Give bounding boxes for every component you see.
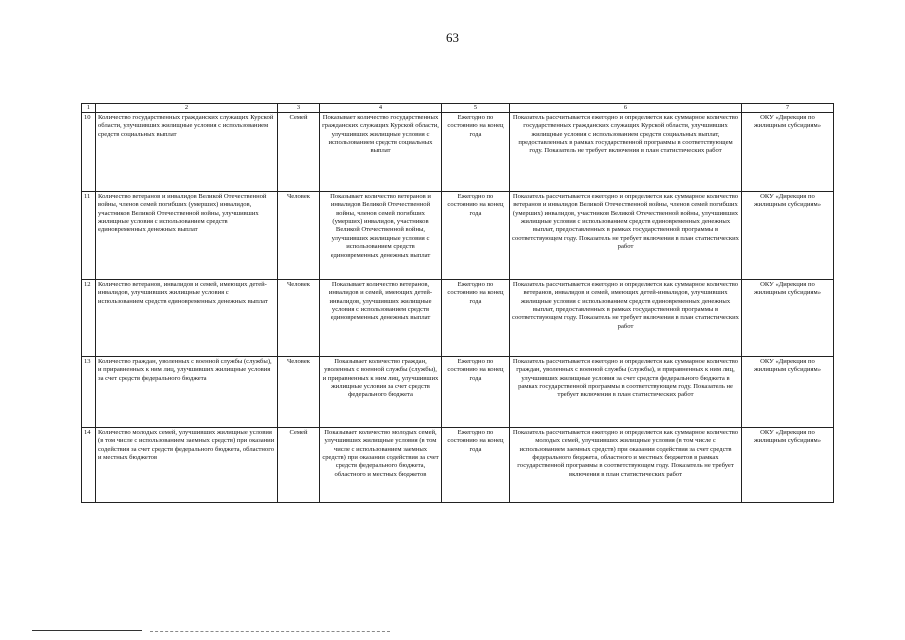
responsible: ОКУ «Дирекция по жилищным субсидиям» bbox=[742, 357, 834, 428]
indicator-name: Количество ветеранов, инвалидов и семей, имеющих детей-инвалидов, улучшивших жилищные условия с использованием средств единовременных денежных выплат bbox=[96, 280, 278, 357]
header-cell: 1 bbox=[82, 104, 96, 113]
table-row bbox=[82, 428, 834, 503]
unit: Человек bbox=[278, 192, 320, 280]
indicator-name: Количество ветеранов и инвалидов Великой Отечественной войны, членов семей погибших (умерших) инвалидов, участников Великой Отечественной войны, улучшивших жилищные условия с использованием средств единовременных денежных выплат bbox=[96, 192, 278, 280]
page-number: 63 bbox=[446, 30, 459, 45]
header-cell: 2 bbox=[96, 104, 278, 113]
calculation-method: Показатель рассчитывается ежегодно и определяется как суммарное количество ветеранов и инвалидов Великой Отечественной войны, членов семей погибших (умерших) инвалидов, участников Великой Отечественной войны, улучшивших жилищные условия с использованием средств единовременных денежных выплат, предоставленных в рамках государственной программы в соответствующем году. Показатель не требует включения в план статистических работ bbox=[510, 192, 742, 280]
calculation-method: Показатель рассчитывается ежегодно и определяется как суммарное количество молодых семей, улучшивших жилищные условия (в том числе с использованием заемных средств) при оказании содействия за счет средств федерального бюджета, областного и местных бюджетов в рамках государственной программы в соответствующем году. Показатель не требует включения в план статистических работ bbox=[510, 428, 742, 503]
calculation-method: Показатель рассчитывается ежегодно и определяется как суммарное количество государственных гражданских служащих Курской области, улучшивших жилищные условия с использованием средств социальных выплат, предоставленных в рамках государственной программы в соответствующем году. Показатель не требует включения в план статистических работ bbox=[510, 113, 742, 192]
table-row bbox=[82, 357, 834, 428]
header-cell: 3 bbox=[278, 104, 320, 113]
table-row bbox=[82, 192, 834, 280]
footer-divider bbox=[32, 630, 142, 631]
row-number: 14 bbox=[82, 428, 96, 503]
unit: Семей bbox=[278, 428, 320, 503]
header-cell: 7 bbox=[742, 104, 834, 113]
responsible: ОКУ «Дирекция по жилищным субсидиям» bbox=[742, 428, 834, 503]
calculation-method: Показатель рассчитывается ежегодно и определяется как суммарное количество граждан, уволенных с военной службы (службы), и приравненных к ним лиц, улучшивших жилищные условия за счет средств федерального бюджета в рамках государственной программы в соответствующем году. Показатель не требует включения в план статистических работ bbox=[510, 357, 742, 428]
row-number: 11 bbox=[82, 192, 96, 280]
indicator-description: Показывает количество граждан, уволенных с военной службы (службы), и приравненных к ним лиц, улучшивших жилищные условия за счет средств федерального бюджета bbox=[320, 357, 442, 428]
row-number: 13 bbox=[82, 357, 96, 428]
unit: Человек bbox=[278, 280, 320, 357]
periodicity: Ежегодно по состоянию на конец года bbox=[442, 428, 510, 503]
table-row bbox=[82, 280, 834, 357]
responsible: ОКУ «Дирекция по жилищным субсидиям» bbox=[742, 113, 834, 192]
calculation-method: Показатель рассчитывается ежегодно и определяется как суммарное количество ветеранов, инвалидов и семей, имеющих детей-инвалидов, улучшивших жилищные условия с использованием средств единовременных денежных выплат, предоставленных в рамках государственной программы в соответствующем году. Показатель не требует включения в план статистических работ bbox=[510, 280, 742, 357]
unit: Человек bbox=[278, 357, 320, 428]
header-cell: 4 bbox=[320, 104, 442, 113]
header-cell: 5 bbox=[442, 104, 510, 113]
table-row bbox=[82, 113, 834, 192]
indicator-description: Показывает количество ветеранов, инвалидов и семей, имеющих детей-инвалидов, улучшивших жилищные условия с использованием средств единовременных денежных выплат bbox=[320, 280, 442, 357]
header-row bbox=[82, 104, 834, 113]
indicator-description: Показывает количество ветеранов и инвалидов Великой Отечественной войны, членов семей погибших (умерших) инвалидов, участников Великой Отечественной войны, улучшивших жилищные условия с использованием средств единовременных денежных выплат bbox=[320, 192, 442, 280]
indicators-table bbox=[81, 103, 834, 503]
indicator-name: Количество государственных гражданских служащих Курской области, улучшивших жилищные условия с использованием средств социальных выплат bbox=[96, 113, 278, 192]
periodicity: Ежегодно по состоянию на конец года bbox=[442, 192, 510, 280]
responsible: ОКУ «Дирекция по жилищным субсидиям» bbox=[742, 192, 834, 280]
indicator-description: Показывает количество молодых семей, улучшивших жилищные условия (в том числе с использованием заемных средств) при оказании содействия за счет средств федерального бюджета, областного и местных бюджетов bbox=[320, 428, 442, 503]
periodicity: Ежегодно по состоянию на конец года bbox=[442, 357, 510, 428]
unit: Семей bbox=[278, 113, 320, 192]
indicator-description: Показывает количество государственных гражданских служащих Курской области, улучшивших жилищные условия с использованием средств социальных выплат bbox=[320, 113, 442, 192]
indicator-name: Количество молодых семей, улучшивших жилищные условия (в том числе с использованием заемных средств) при оказании содействия за счет средств федерального бюджета, областного и местных бюджетов bbox=[96, 428, 278, 503]
periodicity: Ежегодно по состоянию на конец года bbox=[442, 113, 510, 192]
footer-scan-mark bbox=[150, 631, 390, 632]
responsible: ОКУ «Дирекция по жилищным субсидиям» bbox=[742, 280, 834, 357]
row-number: 12 bbox=[82, 280, 96, 357]
header-cell: 6 bbox=[510, 104, 742, 113]
row-number: 10 bbox=[82, 113, 96, 192]
periodicity: Ежегодно по состоянию на конец года bbox=[442, 280, 510, 357]
indicator-name: Количество граждан, уволенных с военной службы (службы), и приравненных к ним лиц, улучшивших жилищные условия за счет средств федерального бюджета bbox=[96, 357, 278, 428]
